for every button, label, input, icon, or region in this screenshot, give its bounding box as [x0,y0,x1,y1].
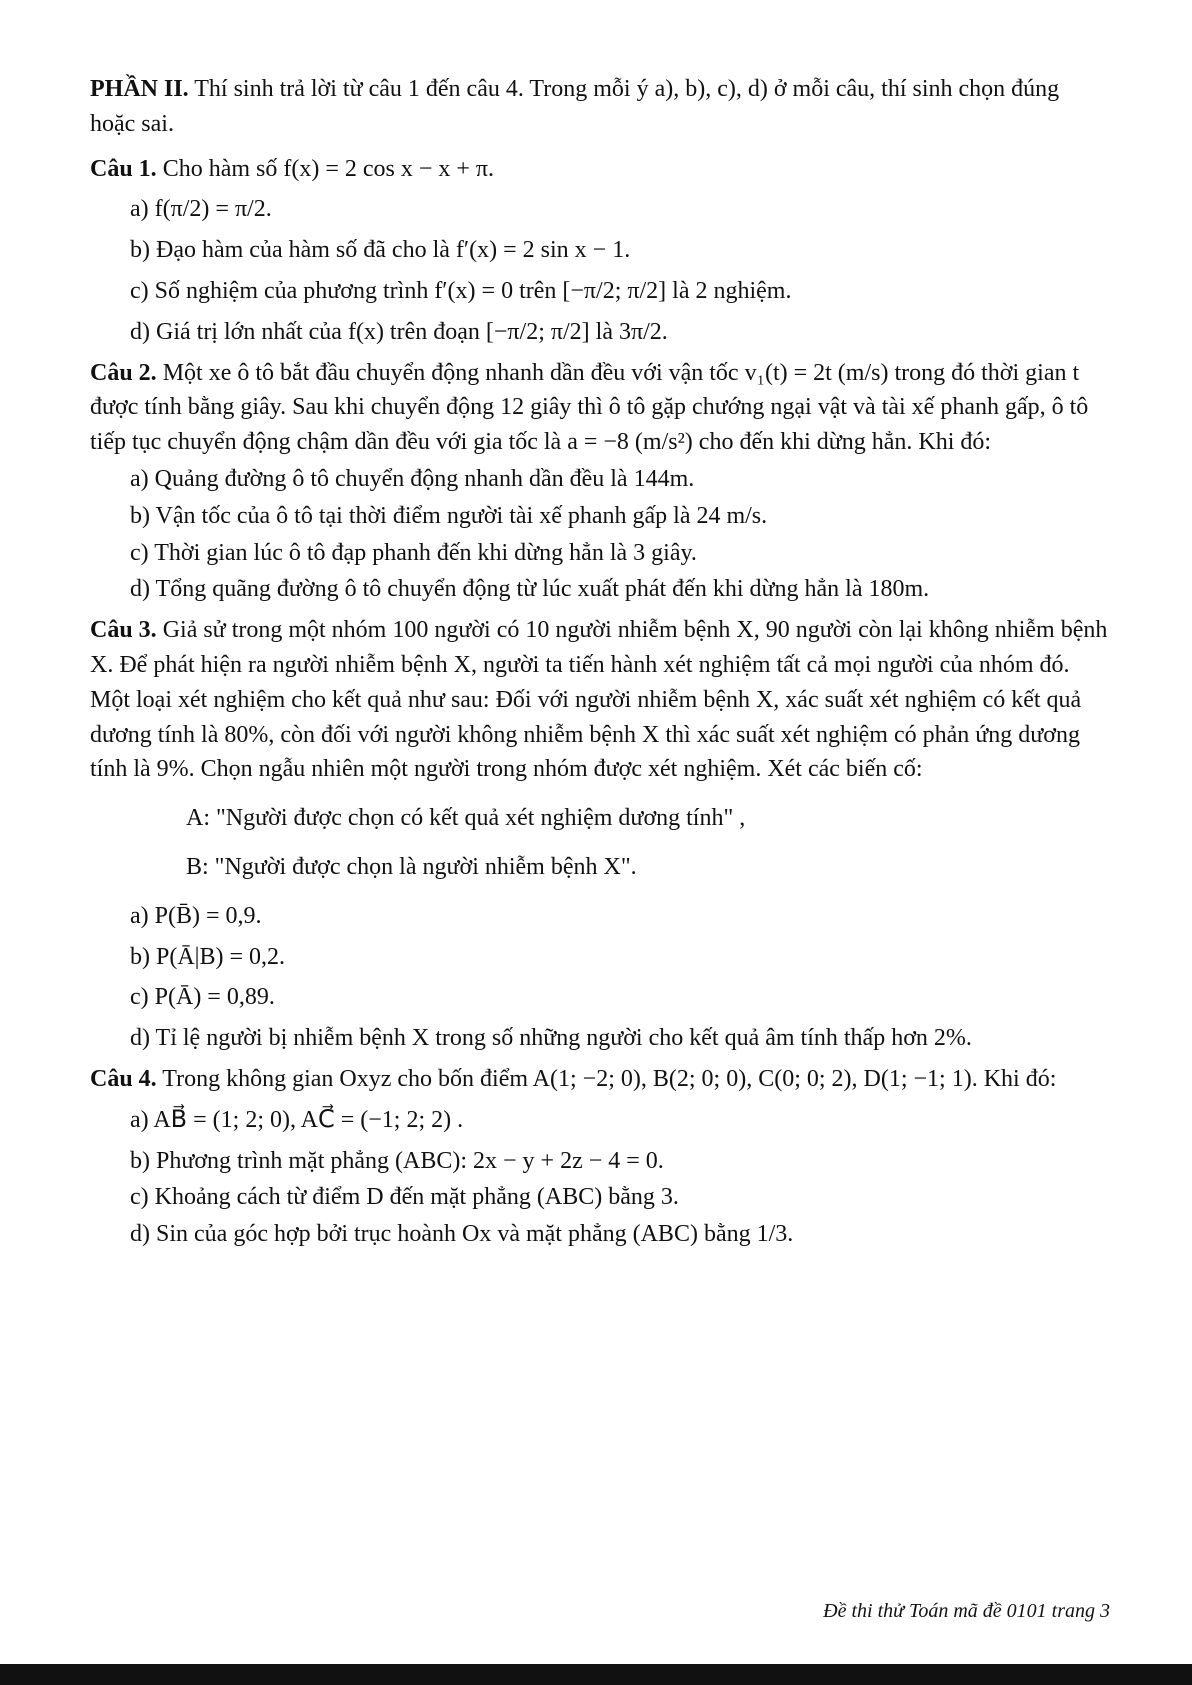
page-footer: Đề thi thử Toán mã đề 0101 trang 3 [823,1600,1110,1622]
scan-bottom-edge [0,1664,1192,1685]
question-3-event-a: A: "Người được chọn có kết quả xét nghiệm dương tính" , [186,805,746,832]
question-2-item-d: d) Tổng quãng đường ô tô chuyển động từ lúc xuất phát đến khi dừng hẳn là 180m. [130,576,930,603]
section-instructions: Thí sinh trả lời từ câu 1 đến câu 4. Trong mỗi ý a), b), c), d) ở mỗi câu, thí sinh chọn đúng hoặc sai. [90,76,1060,137]
question-4-stem [90,1062,1110,1097]
question-3-item-c: c) P(Ā) = 0,89. [130,984,275,1011]
question-2-stem [90,356,1110,460]
question-1-item-c: c) Số nghiệm của phương trình f′(x) = 0 trên [−π/2; π/2] là 2 nghiệm. [130,277,792,304]
question-4 [90,1062,1110,1252]
section-label: PHẦN II. [90,76,189,102]
question-3-stem [90,613,1110,787]
question-4-item-a: a) AB⃗ = (1; 2; 0), AC⃗ = (−1; 2; 2) . [130,1106,464,1133]
question-3-item-d: d) Tỉ lệ người bị nhiễm bệnh X trong số những người cho kết quả âm tính thấp hơn 2%. [130,1025,972,1052]
question-4-item-b: b) Phương trình mặt phẳng (ABC): 2x − y + 2z − 4 = 0. [130,1147,664,1174]
question-1 [90,152,1110,350]
question-3 [90,613,1110,1056]
question-4-item-d: d) Sin của góc hợp bởi trục hoành Ox và mặt phẳng (ABC) bằng 1/3. [130,1221,794,1248]
question-2-text: Một xe ô tô bắt đầu chuyển động nhanh dần đều với vận tốc v₁(t) = 2t (m/s) trong đó thời gian t được tính bằng giây. Sau khi chuyển động 12 giây thì ô tô gặp chướng ngại vật và tài xế phanh gấp, ô tô tiếp tục chuyển động chậm dần đều với gia tốc là a = −8 (m/s²) cho đến khi dừng hẳn. Khi đó: [90,359,1089,456]
question-4-label: Câu 4. [90,1065,157,1092]
question-1-item-d: d) Giá trị lớn nhất của f(x) trên đoạn [−π/2; π/2] là 3π/2. [130,318,668,345]
question-3-item-b: b) P(Ā|B) = 0,2. [130,943,286,970]
question-2 [90,356,1110,608]
question-1-stem [90,152,1110,187]
section-header [90,72,1110,142]
question-2-label: Câu 2. [90,359,157,386]
exam-page [90,72,1110,1254]
question-3-text: Giả sử trong một nhóm 100 người có 10 người nhiễm bệnh X, 90 người còn lại không nhiễm bệnh X. Để phát hiện ra người nhiễm bệnh X, người ta tiến hành xét nghiệm tất cả mọi người của nhóm đó. Một loại xét nghiệm cho kết quả như sau: Đối với người nhiễm bệnh X, xác suất xét nghiệm có kết quả dương tính là 80%, còn đối với người không nhiễm bệnh X thì xác suất xét nghiệm có phản ứng dương tính là 9%. Chọn ngẫu nhiên một người trong nhóm được xét nghiệm. Xét các biến cố: [90,617,1108,783]
question-1-label: Câu 1. [90,155,157,182]
question-1-text: Cho hàm số f(x) = 2 cos x − x + π. [156,155,495,182]
question-2-item-a: a) Quảng đường ô tô chuyển động nhanh dần đều là 144m. [130,465,695,492]
question-1-item-a: a) f(π/2) = π/2. [130,196,272,223]
question-3-event-b: B: "Người được chọn là người nhiễm bệnh X". [186,853,637,880]
question-4-item-c: c) Khoảng cách từ điểm D đến mặt phẳng (ABC) bằng 3. [130,1184,679,1211]
question-3-item-a: a) P(B̄) = 0,9. [130,902,262,929]
question-1-item-b: b) Đạo hàm của hàm số đã cho là f′(x) = 2 sin x − 1. [130,237,631,264]
question-4-text: Trong không gian Oxyz cho bốn điểm A(1; −2; 0), B(2; 0; 0), C(0; 0; 2), D(1; −1; 1). Khi đó: [156,1065,1057,1092]
question-2-item-b: b) Vận tốc của ô tô tại thời điểm người tài xế phanh gấp là 24 m/s. [130,502,768,529]
question-2-item-c: c) Thời gian lúc ô tô đạp phanh đến khi dừng hẳn là 3 giây. [130,539,697,566]
question-3-label: Câu 3. [90,617,157,644]
